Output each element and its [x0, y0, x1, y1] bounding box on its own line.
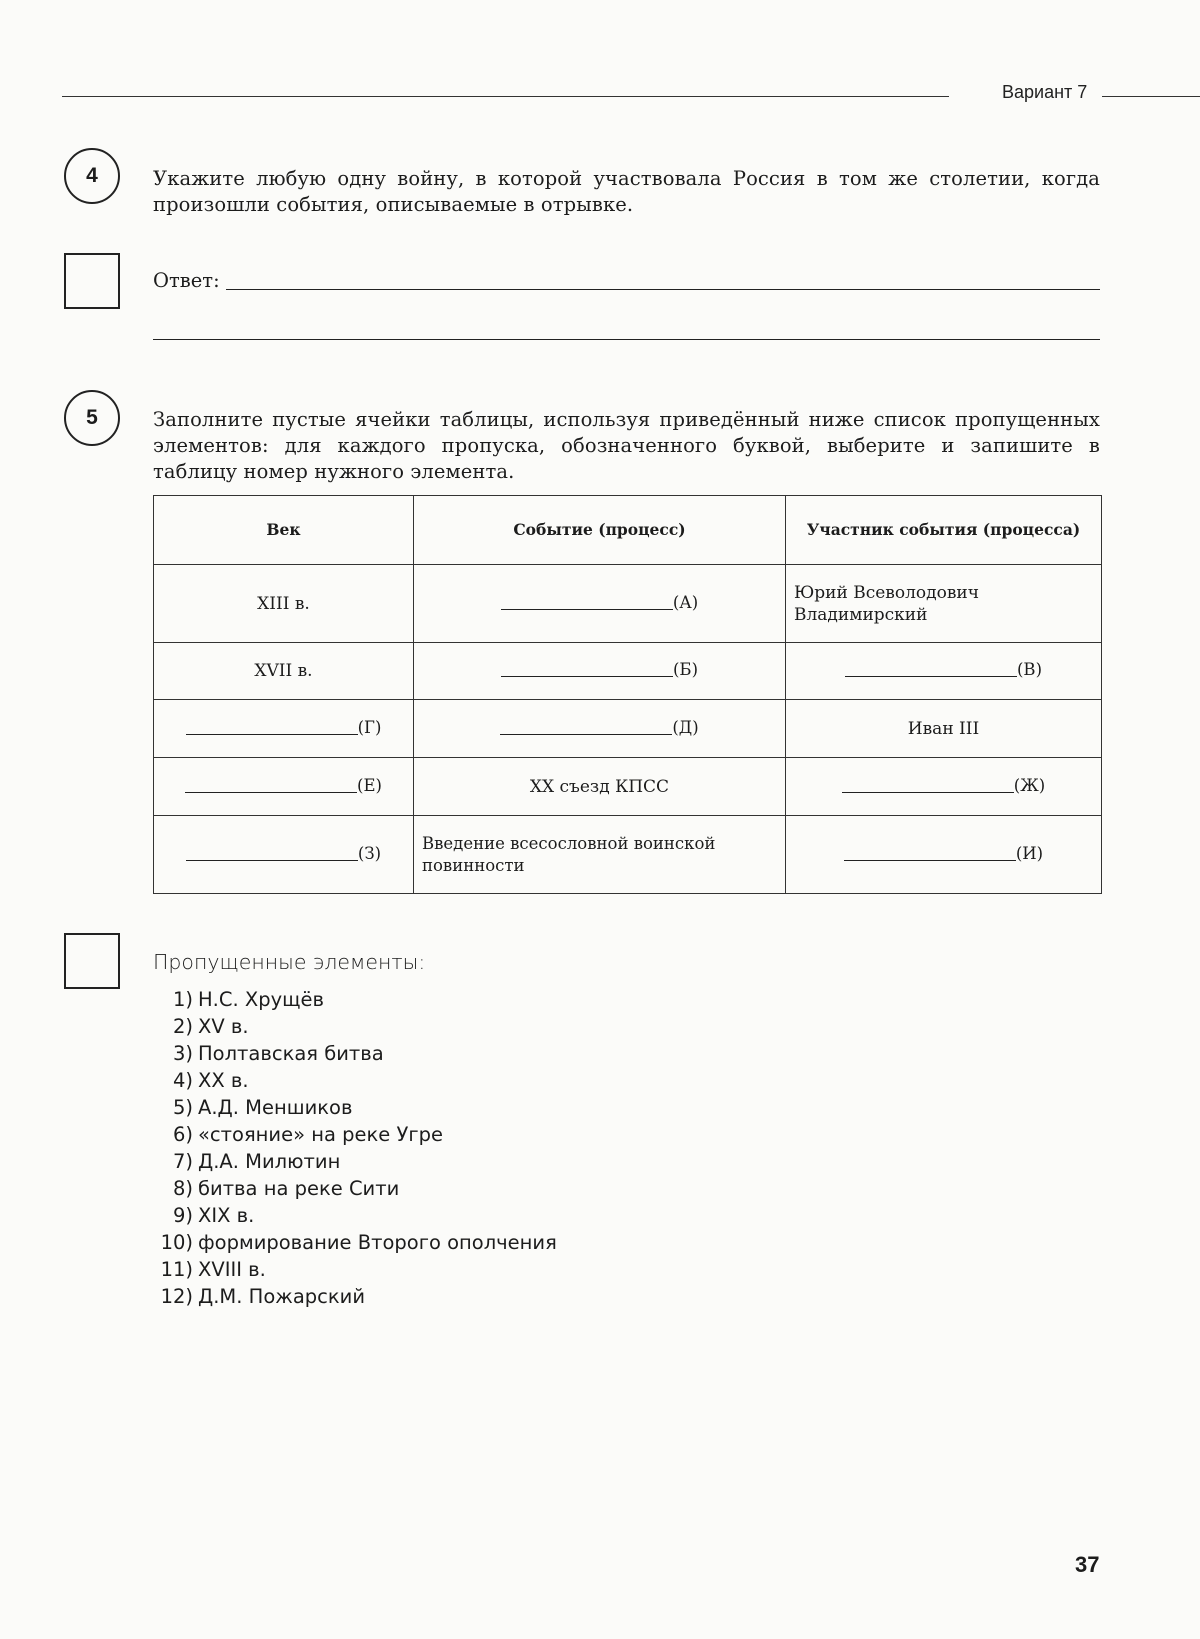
item-number: 3) — [172, 1042, 193, 1065]
task-4-number: 4 — [64, 148, 120, 204]
item-number: 11) — [160, 1258, 193, 1281]
list-item — [153, 986, 557, 1013]
missing-elements-title: Пропущенные элементы: — [153, 950, 426, 974]
cell-participant: Иван III — [786, 700, 1102, 758]
item-text: битва на реке Сити — [198, 1177, 400, 1200]
blank-letter: (Б) — [673, 660, 698, 679]
header-participant: Участник события (процесса) — [786, 496, 1102, 565]
header-rule-right — [1102, 96, 1200, 97]
header-rule-left — [62, 96, 949, 97]
list-item — [153, 1013, 557, 1040]
list-item — [153, 1040, 557, 1067]
answer-line-1[interactable] — [226, 289, 1100, 290]
item-text: XIX в. — [198, 1204, 255, 1227]
blank-letter: (Ж) — [1013, 775, 1046, 795]
task-4-answer-row[interactable] — [153, 268, 1100, 292]
item-number: 7) — [172, 1150, 193, 1173]
cell-event: Введение всесословной воинской повинности — [414, 816, 786, 894]
blank-letter: (З) — [357, 843, 382, 863]
list-item — [153, 1094, 557, 1121]
cell-participant-blank[interactable] — [786, 816, 1102, 894]
blank-letter: (В) — [1017, 660, 1042, 679]
item-number: 4) — [172, 1069, 193, 1092]
cell-participant-blank[interactable] — [786, 643, 1102, 700]
blank-letter: (Д) — [672, 717, 699, 737]
header-event: Событие (процесс) — [414, 496, 786, 565]
cell-event-blank[interactable] — [414, 700, 786, 758]
item-number: 1) — [172, 988, 193, 1011]
cell-century: XIII в. — [154, 565, 414, 643]
item-number: 9) — [172, 1204, 193, 1227]
item-number: 2) — [172, 1015, 193, 1038]
blank-letter: (И) — [1015, 843, 1044, 863]
task-5-answer-box[interactable] — [64, 933, 120, 989]
list-item — [153, 1175, 557, 1202]
task-4-answer-box[interactable] — [64, 253, 120, 309]
list-item — [153, 1283, 557, 1310]
item-number: 8) — [172, 1177, 193, 1200]
item-text: Д.М. Пожарский — [198, 1285, 365, 1308]
table-row — [154, 643, 1102, 700]
task-5-text: Заполните пустые ячейки таблицы, используя приведённый ниже список пропущенных элементов: для каждого пропуска, обозначенного буквой, выберите и запишите в таблицу номер нужного элемента. — [153, 408, 1100, 483]
table-row — [154, 700, 1102, 758]
item-text: А.Д. Меншиков — [198, 1096, 353, 1119]
header-century: Век — [154, 496, 414, 565]
variant-label: Вариант 7 — [1002, 82, 1088, 102]
answer-line-2[interactable] — [153, 339, 1100, 340]
blank-letter: (Г) — [357, 717, 382, 737]
cell-event-blank[interactable] — [414, 643, 786, 700]
task-4-text: Укажите любую одну войну, в которой участвовала Россия в том же столетии, когда произошли события, описываемые в отрывке. — [153, 167, 1100, 216]
item-text: Н.С. Хрущёв — [198, 988, 325, 1011]
item-text: формирование Второго ополчения — [198, 1231, 557, 1254]
events-table — [153, 495, 1102, 894]
item-text: XV в. — [198, 1015, 249, 1038]
item-number: 10) — [160, 1231, 193, 1254]
table-row — [154, 758, 1102, 816]
blank-letter: (А) — [672, 592, 699, 612]
blank-letter: (Е) — [357, 775, 382, 795]
cell-participant: Юрий Всеволодович Владимирский — [786, 565, 1102, 643]
list-item — [153, 1148, 557, 1175]
cell-century: XVII в. — [154, 643, 414, 700]
list-item — [153, 1256, 557, 1283]
missing-elements-list — [153, 986, 557, 1310]
item-text: XVIII в. — [198, 1258, 266, 1281]
table-row — [154, 816, 1102, 894]
item-text: XX в. — [198, 1069, 249, 1092]
cell-participant-blank[interactable] — [786, 758, 1102, 816]
cell-century-blank[interactable] — [154, 816, 414, 894]
item-text: «стояние» на реке Угре — [198, 1123, 443, 1146]
list-item — [153, 1202, 557, 1229]
table-row — [154, 565, 1102, 643]
task-5-number: 5 — [64, 390, 120, 446]
item-text: Д.А. Милютин — [198, 1150, 341, 1173]
cell-event-blank[interactable] — [414, 565, 786, 643]
item-number: 6) — [172, 1123, 193, 1146]
item-number: 5) — [172, 1096, 193, 1119]
list-item — [153, 1121, 557, 1148]
cell-century-blank[interactable] — [154, 700, 414, 758]
list-item — [153, 1229, 557, 1256]
table-header-row — [154, 496, 1102, 565]
item-text: Полтавская битва — [198, 1042, 384, 1065]
cell-event: XX съезд КПСС — [414, 758, 786, 816]
cell-century-blank[interactable] — [154, 758, 414, 816]
list-item — [153, 1067, 557, 1094]
page-number: 37 — [1075, 1552, 1100, 1577]
answer-label: Ответ: — [153, 269, 220, 292]
item-number: 12) — [160, 1285, 193, 1308]
